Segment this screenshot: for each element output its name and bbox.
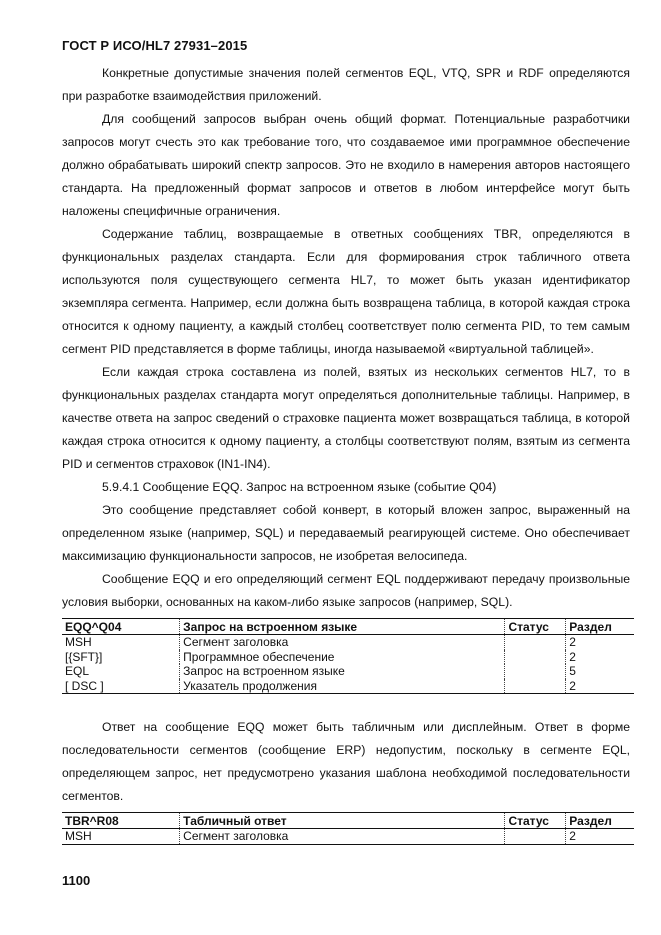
col-header-status: Статус: [505, 813, 566, 829]
tbr-r08-table: [62, 812, 634, 845]
paragraph: Если каждая строка составлена из полей, взятых из нескольких сегментов HL7, то в функциональных разделах стандарта могут определяться дополнительные таблицы. Например, в качестве ответа на запрос сведений о страховке пациента может возвращаться таблица, в которой каждая строка относится к одному пациенту, а столбцы соответствуют полям, взятым из сегмента PID и сегментов страховок (IN1-IN4).: [62, 365, 630, 471]
col-header-description: Запрос на встроенном языке: [180, 619, 505, 635]
document-body: [62, 62, 630, 845]
segment-cell: MSH: [65, 635, 92, 649]
description-cell: Сегмент заголовка: [180, 829, 505, 845]
table-header-row: [62, 813, 634, 829]
description-cell: Указатель продолжения: [180, 679, 505, 694]
segment-cell: MSH: [62, 829, 180, 845]
col-header-status: Статус: [505, 619, 566, 635]
description-cell: Программное обеспечение: [180, 650, 505, 665]
paragraph: Ответ на сообщение EQQ может быть табличным или дисплейным. Ответ в форме последовательности сегментов (сообщение ERP) недопустим, поскольку в сегменте EQL, определяющем запрос, нет предусмотрено указания шаблона необходимой последовательности сегментов.: [62, 720, 630, 804]
status-cell: [505, 650, 566, 665]
description-cell: Сегмент заголовка: [180, 635, 505, 650]
col-header-message: EQQ^Q04: [62, 619, 180, 635]
section-cell: 2: [566, 650, 634, 665]
table-row: [62, 679, 634, 694]
segment-cell: [ DSC ]: [62, 679, 180, 694]
paragraph: Для сообщений запросов выбран очень общий формат. Потенциальные разработчики запросов могут счесть это как требование того, что создаваемое ими программное обеспечение должно обрабатывать широкий спектр запросов. Это не входило в намерения авторов настоящего стандарта. На предложенный формат запросов и ответов в любом интерфейсе могут быть наложены специфичные ограничения.: [62, 112, 630, 218]
description-cell: Запрос на встроенном языке: [180, 664, 505, 679]
paragraph: Сообщение EQQ и его определяющий сегмент EQL поддерживают передачу произвольные условия выборки, основанных на каком-либо языке запросов (например, SQL).: [62, 572, 630, 609]
paragraph: Содержание таблиц, возвращаемые в ответных сообщениях TBR, определяются в функциональных разделах стандарта. Если для формирования строк табличного ответа используются поля существующего сегмента HL7, то может быть указан идентификатор экземпляра сегмента. Например, если должна быть возвращена таблица, в которой каждая строка относится к одному пациенту, а каждый столбец соответствует полю сегмента PID, то тем самым сегмент PID представляется в форме таблицы, иногда называемой «виртуальной таблицей».: [62, 227, 630, 356]
status-cell: [505, 829, 566, 845]
col-header-message: TBR^R08: [62, 813, 180, 829]
document-header: ГОСТ Р ИСО/HL7 27931–2015: [62, 38, 248, 53]
table-row: [62, 664, 634, 679]
table-row: [62, 635, 634, 650]
section-cell: 5: [566, 664, 634, 679]
section-cell: 2: [566, 829, 634, 845]
col-header-description: Табличный ответ: [180, 813, 505, 829]
status-cell: [505, 664, 566, 679]
status-cell: [505, 635, 566, 650]
segment-cell: [{SFT}]: [65, 649, 103, 664]
table-header-row: [62, 619, 634, 635]
section-heading: 5.9.4.1 Сообщение EQQ. Запрос на встроенном языке (событие Q04): [102, 480, 497, 494]
table-row: [62, 829, 634, 845]
col-header-section: Раздел: [566, 813, 634, 829]
table-row: [62, 650, 634, 665]
eqq-q04-table: [62, 618, 634, 694]
page-number: 1100: [62, 873, 91, 888]
paragraph: Это сообщение представляет собой конверт, в который вложен запрос, выраженный на определенном языке (например, SQL) и передаваемый реагирующей системе. Оно обеспечивает максимизацию функциональности запросов, не изобретая велосипеда.: [62, 503, 630, 563]
section-cell: 2: [566, 635, 634, 650]
section-cell: 2: [566, 679, 634, 694]
status-cell: [505, 679, 566, 694]
col-header-section: Раздел: [566, 619, 634, 635]
segment-cell: EQL: [65, 664, 90, 679]
paragraph: Конкретные допустимые значения полей сегментов EQL, VTQ, SPR и RDF определяются при разработке взаимодействия приложений.: [62, 66, 630, 103]
